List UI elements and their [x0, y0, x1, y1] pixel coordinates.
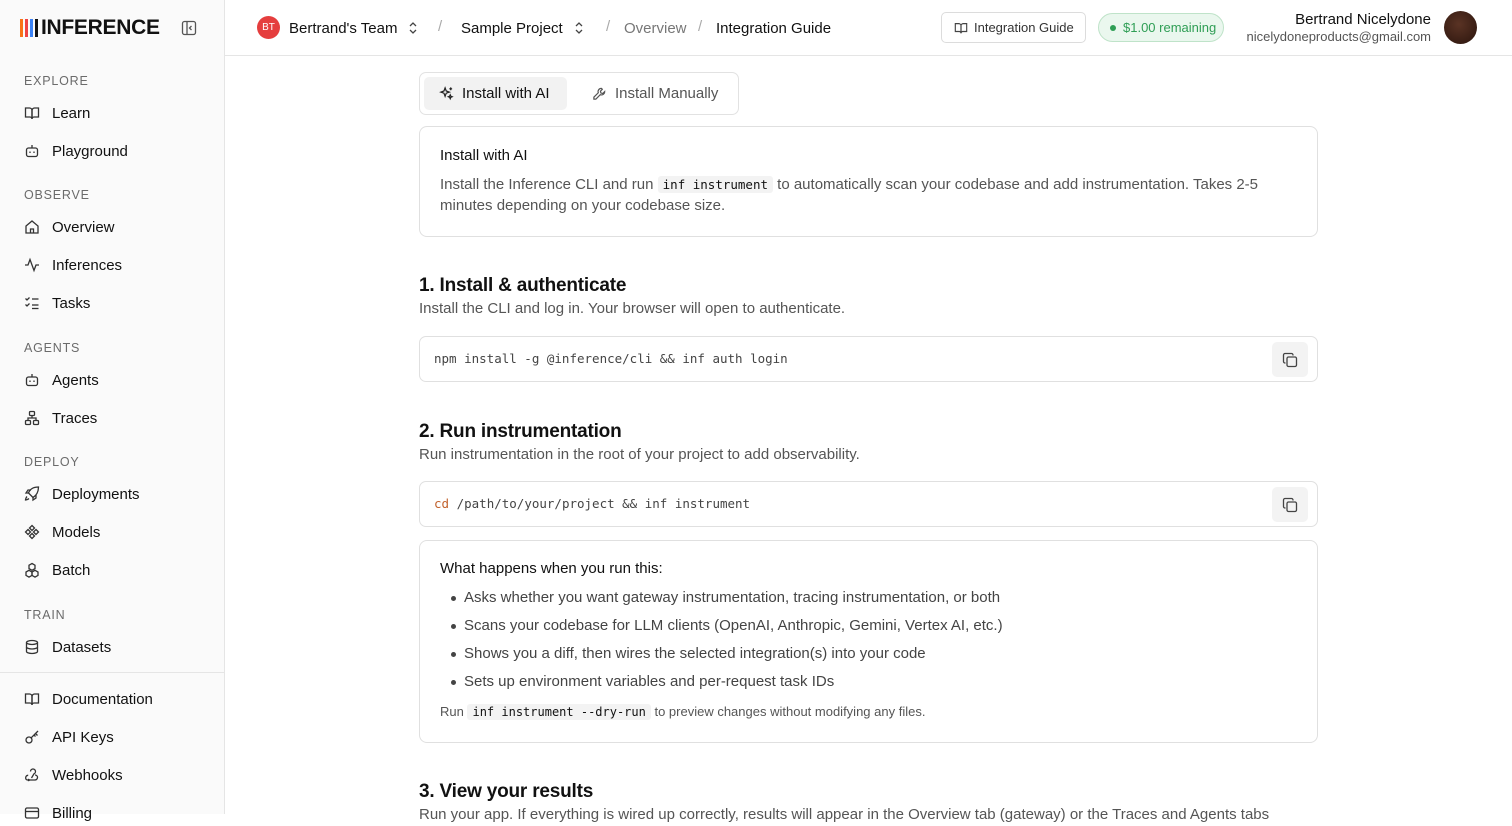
step-3-title: 3. View your results — [419, 781, 594, 802]
sidebar-item-label: Deployments — [52, 485, 140, 503]
intro-text-before: Install the Inference CLI and run — [440, 176, 658, 193]
book-icon — [24, 691, 40, 707]
copy-button[interactable] — [1272, 342, 1308, 377]
webhook-icon — [24, 767, 40, 783]
step-3-description: Run your app. If everything is wired up correctly, results will appear in the Overview tab (gateway) or the Traces and Agents tabs — [419, 806, 1270, 823]
intro-card — [419, 126, 1318, 237]
sidebar-item-traces[interactable] — [24, 405, 97, 431]
sidebar — [0, 0, 225, 822]
sidebar-item-deployments[interactable] — [24, 481, 140, 507]
sidebar-item-label: Tasks — [52, 294, 91, 312]
credits-label: $1.00 remaining — [1123, 20, 1217, 35]
section-agents: AGENTS — [24, 341, 81, 355]
brand-logo[interactable] — [20, 17, 160, 39]
logo-mark-icon — [20, 19, 38, 37]
section-observe: OBSERVE — [24, 188, 90, 202]
sidebar-item-billing[interactable] — [24, 800, 92, 826]
sidebar-item-label: Documentation — [52, 690, 153, 708]
section-deploy: DEPLOY — [24, 455, 80, 469]
sidebar-item-playground[interactable] — [24, 138, 128, 164]
list-item: Sets up environment variables and per-request task IDs — [464, 672, 1003, 700]
tab-install-with-ai[interactable] — [424, 77, 567, 110]
sidebar-item-tasks[interactable] — [24, 290, 90, 316]
intro-text-after: to automatically scan your codebase and add instrumentation. Takes 2-5 minutes depending on your codebase size. — [440, 176, 1259, 214]
sidebar-item-label: Playground — [52, 142, 128, 160]
dry-run-note — [440, 704, 925, 719]
step-1-code-block — [419, 336, 1318, 382]
tab-label: Install Manually — [615, 85, 719, 102]
sidebar-item-inferences[interactable] — [24, 252, 122, 278]
copy-icon — [1282, 497, 1298, 513]
step-1-command[interactable]: npm install -g @inference/cli && inf auth login — [434, 351, 788, 366]
inline-code: inf instrument --dry-run — [467, 704, 650, 720]
note-after: to preview changes without modifying any files. — [650, 704, 926, 719]
team-name: Bertrand's Team — [289, 19, 398, 37]
team-avatar[interactable]: BT — [257, 16, 280, 39]
breadcrumb-overview[interactable]: Overview — [624, 19, 687, 37]
copy-icon — [1282, 352, 1298, 368]
activity-icon — [24, 257, 40, 273]
sidebar-item-documentation[interactable] — [24, 686, 153, 712]
note-before: Run — [440, 704, 468, 719]
sidebar-item-label: Overview — [52, 218, 115, 236]
copy-button[interactable] — [1272, 487, 1308, 522]
sidebar-collapse-icon[interactable] — [181, 20, 197, 36]
step-2-title: 2. Run instrumentation — [419, 421, 622, 442]
bot-icon — [24, 143, 40, 159]
book-icon — [24, 105, 40, 121]
what-happens-card — [419, 540, 1318, 743]
sidebar-item-label: Traces — [52, 409, 98, 427]
project-switcher[interactable] — [461, 18, 585, 38]
sidebar-item-label: Billing — [52, 804, 93, 822]
sidebar-item-label: Models — [52, 523, 101, 541]
sidebar-item-label: API Keys — [52, 728, 114, 746]
credits-badge[interactable] — [1098, 13, 1224, 42]
tab-install-manually[interactable] — [590, 77, 730, 110]
chevrons-up-down-icon — [573, 21, 585, 35]
what-happens-title: What happens when you run this: — [440, 560, 663, 577]
step-1-title: 1. Install & authenticate — [419, 275, 627, 296]
list-item: Shows you a diff, then wires the selected integration(s) into your code — [464, 644, 1003, 672]
sidebar-item-models[interactable] — [24, 519, 100, 545]
intro-card-text — [440, 174, 1290, 216]
list-item: Scans your codebase for LLM clients (OpenAI, Anthropic, Gemini, Vertex AI, etc.) — [464, 616, 1003, 644]
chevrons-up-down-icon — [407, 21, 419, 35]
sidebar-item-label: Inferences — [52, 256, 123, 274]
database-icon — [24, 639, 40, 655]
top-bar — [225, 0, 1512, 56]
book-icon — [954, 21, 968, 35]
sidebar-item-overview[interactable] — [24, 214, 115, 240]
sidebar-item-label: Learn — [52, 104, 91, 122]
tab-label: Install with AI — [462, 85, 550, 102]
sidebar-item-learn[interactable] — [24, 100, 90, 126]
diamond-icon — [24, 524, 40, 540]
brand-name: INFERENCE — [41, 16, 160, 39]
user-avatar[interactable] — [1444, 11, 1477, 44]
network-icon — [24, 410, 40, 426]
step-2-description: Run instrumentation in the root of your project to add observability. — [419, 446, 860, 463]
sidebar-item-api-keys[interactable] — [24, 724, 114, 750]
section-explore: EXPLORE — [24, 74, 89, 88]
list-item: Asks whether you want gateway instrumentation, tracing instrumentation, or both — [464, 588, 1003, 616]
integration-guide-button[interactable] — [941, 12, 1086, 43]
step-1-description: Install the CLI and log in. Your browser will open to authenticate. — [419, 300, 846, 317]
sidebar-item-webhooks[interactable] — [24, 762, 123, 788]
inline-code: inf instrument — [658, 176, 773, 193]
home-icon — [24, 219, 40, 235]
key-icon — [24, 729, 40, 745]
bot-icon — [24, 372, 40, 388]
sidebar-item-agents[interactable] — [24, 367, 99, 393]
list-checks-icon — [24, 295, 40, 311]
user-email: nicelydoneproducts@gmail.com — [1246, 29, 1431, 44]
what-happens-list — [464, 588, 1003, 700]
rocket-icon — [24, 486, 40, 502]
wrench-icon — [592, 86, 607, 101]
team-switcher[interactable] — [289, 18, 419, 38]
sidebar-item-batch[interactable] — [24, 557, 90, 583]
status-dot-icon — [1110, 25, 1116, 31]
sparkles-icon — [439, 86, 454, 101]
intro-card-title: Install with AI — [440, 147, 528, 164]
integration-guide-label: Integration Guide — [974, 20, 1074, 35]
breadcrumb-current: Integration Guide — [716, 19, 832, 37]
command-rest: /path/to/your/project && inf instrument — [449, 496, 751, 511]
sidebar-divider — [0, 672, 225, 673]
section-train: TRAIN — [24, 608, 66, 622]
boxes-icon — [24, 562, 40, 578]
sidebar-item-label: Batch — [52, 561, 91, 579]
breadcrumb-separator: / — [698, 18, 703, 35]
breadcrumb-separator: / — [438, 18, 443, 35]
step-2-command[interactable] — [434, 496, 750, 511]
sidebar-item-label: Webhooks — [52, 766, 123, 784]
step-2-code-block — [419, 481, 1318, 527]
sidebar-item-label: Agents — [52, 371, 99, 389]
user-name: Bertrand Nicelydone — [1295, 11, 1431, 28]
install-mode-tabs — [419, 72, 739, 115]
sidebar-item-datasets[interactable] — [24, 634, 111, 660]
credit-card-icon — [24, 805, 40, 821]
sidebar-item-label: Datasets — [52, 638, 112, 656]
breadcrumb-separator: / — [606, 18, 611, 35]
command-keyword: cd — [434, 496, 450, 511]
project-name: Sample Project — [461, 19, 563, 37]
